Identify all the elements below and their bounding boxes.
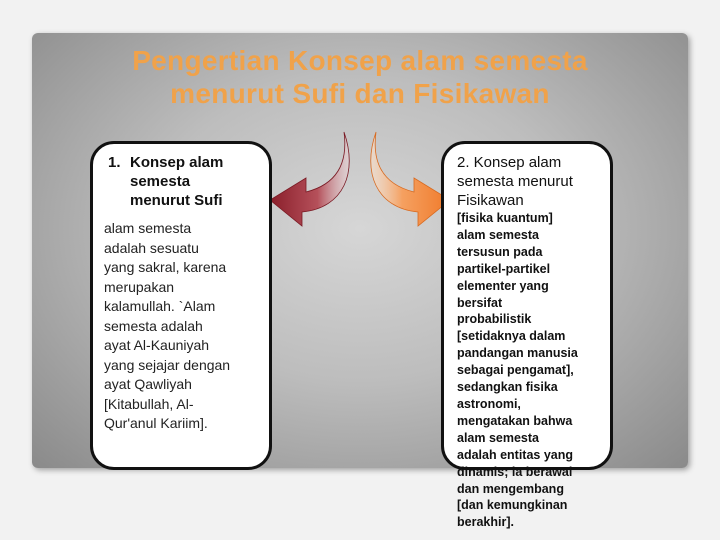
physicist-text-line: alam semesta — [457, 227, 540, 242]
physicist-text-line: tersusun pada — [457, 244, 543, 259]
physicist-description — [457, 210, 607, 531]
sufi-heading-line-1: Konsep alam — [130, 154, 224, 171]
sufi-text-line: alam semesta — [104, 220, 192, 236]
sufi-text-line: semesta adalah — [104, 317, 203, 334]
slide-title — [40, 44, 680, 110]
physicist-heading — [457, 153, 607, 210]
sufi-text-line: yang sakral, karena — [104, 259, 227, 275]
sufi-text-line: ayat Qawliyah — [104, 376, 192, 392]
sufi-heading — [108, 153, 268, 210]
physicist-heading-line-1: 2. Konsep alam — [457, 154, 562, 171]
physicist-text-line: [setidaknya dalam — [457, 329, 566, 344]
sufi-text-line: adalah sesuatu — [104, 239, 199, 256]
physicist-text-line: adalah entitas yang — [457, 447, 574, 462]
physicist-heading-line-2: semesta menurut — [457, 173, 573, 190]
sufi-heading-line-2: semesta — [130, 173, 191, 190]
physicist-text-line: dinamis; ia berawal — [457, 464, 573, 479]
sufi-text-line: Qur'anul Kariim]. — [104, 415, 208, 431]
physicist-text-line: bersifat — [457, 295, 503, 310]
title-line-1: Pengertian Konsep alam semesta — [132, 45, 588, 76]
physicist-text-line: astronomi, — [457, 396, 521, 411]
physicist-text-line: dan mengembang — [457, 481, 564, 496]
physicist-heading-line-3: Fisikawan — [457, 192, 524, 209]
physicist-text-line: mengatakan bahwa — [457, 413, 573, 428]
sufi-text-line: [Kitabullah, Al- — [104, 395, 194, 412]
title-line-2: menurut Sufi dan Fisikawan — [170, 78, 550, 109]
sufi-heading-number: 1. — [108, 154, 121, 171]
sufi-description — [104, 219, 264, 434]
sufi-text-line: ayat Al-Kauniyah — [104, 337, 210, 353]
sufi-text-line: yang sejajar dengan — [104, 356, 231, 373]
physicist-text-line: probabilistik — [457, 312, 532, 327]
physicist-text-line: partikel-partikel — [457, 261, 551, 276]
sufi-text-line: kalamullah. `Alam — [104, 298, 216, 314]
physicist-text-line: sebagai pengamat], — [457, 363, 574, 378]
curved-arrow-left-icon — [262, 128, 362, 228]
sufi-heading-line-3: menurut Sufi — [130, 192, 223, 209]
sufi-text-line: merupakan — [104, 278, 175, 295]
physicist-text-line: sedangkan fisika — [457, 380, 558, 395]
physicist-text-line: elementer yang — [457, 278, 549, 293]
physicist-text-line: [fisika kuantum] — [457, 211, 553, 225]
physicist-text-line: pandangan manusia — [457, 346, 578, 361]
physicist-text-line: berakhir]. — [457, 515, 514, 530]
physicist-text-line: alam semesta — [457, 430, 540, 445]
physicist-text-line: [dan kemungkinan — [457, 498, 568, 513]
